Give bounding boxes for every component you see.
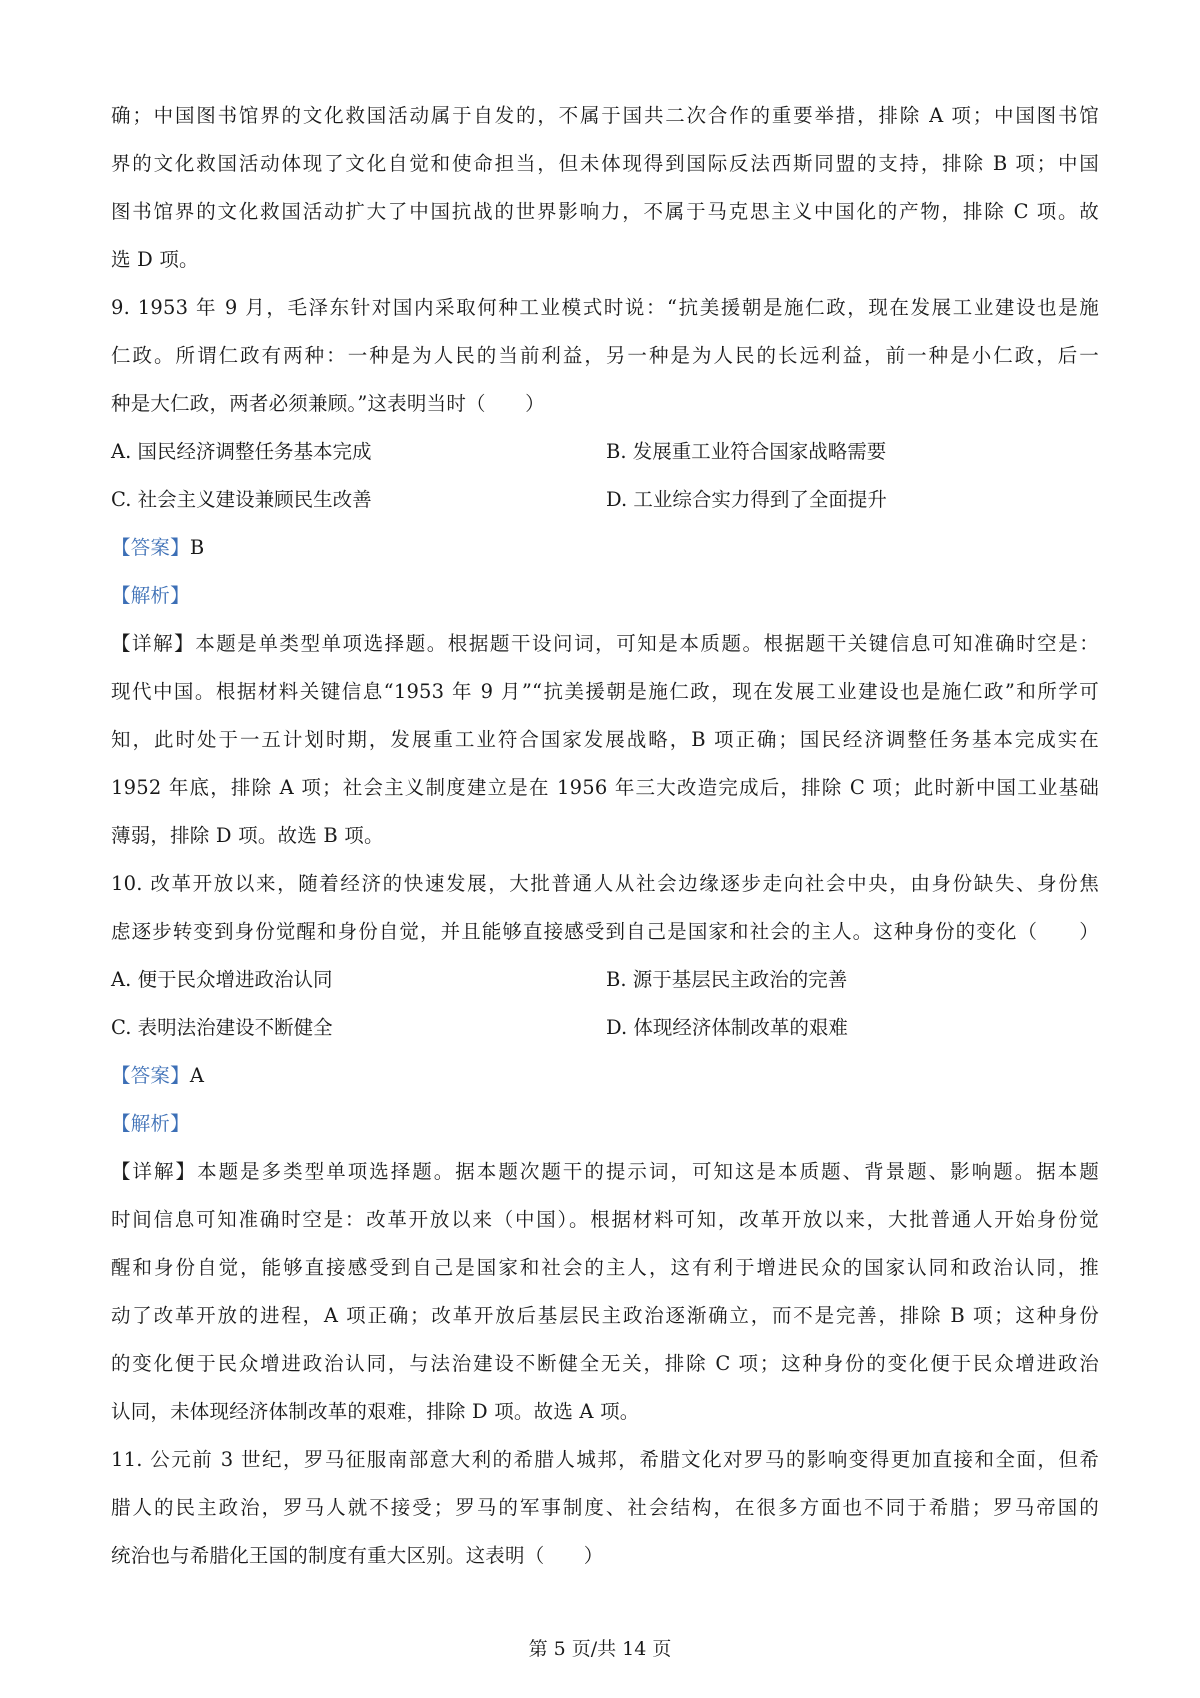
q10-option-a: A. 便于民众增进政治认同 [111,968,333,991]
q9-options-row [111,428,1099,476]
q10-option-b: B. 源于基层民主政治的完善 [606,968,848,991]
q11-stem-line: 腊人的民主政治，罗马人就不接受；罗马的军事制度、社会结构，在很多方面也不同于希腊；罗马帝国的 [111,1496,1099,1519]
q9-detail-line: 现代中国。根据材料关键信息“1953 年 9 月”“抗美援朝是施仁政，现在发展工业建设也是施仁政”和所学可 [111,680,1099,703]
q10-stem-line: 虑逐步转变到身份觉醒和身份自觉，并且能够直接感受到自己是国家和社会的主人。这种身份的变化（ ） [111,920,1099,943]
answer-value: B [189,536,205,559]
q10-option-c: C. 表明法治建设不断健全 [111,1016,333,1039]
detail-tag: 【详解】 [111,632,196,655]
prev-analysis-line: 界的文化救国活动体现了文化自觉和使命担当，但未体现得到国际反法西斯同盟的支持，排除 B 项；中国 [111,152,1099,175]
q10-options-row [111,956,1099,1004]
q9-option-d: D. 工业综合实力得到了全面提升 [606,488,887,511]
q10-detail-line: 动了改革开放的进程，A 项正确；改革开放后基层民主政治逐渐确立，而不是完善，排除 B 项；这种身份 [111,1304,1099,1327]
q10-analysis-heading [111,1100,1099,1148]
page-content [111,92,1099,1580]
prev-analysis-line: 确；中国图书馆界的文化救国活动属于自发的，不属于国共二次合作的重要举措，排除 A 项；中国图书馆 [111,104,1099,127]
q9-detail-line: 知，此时处于一五计划时期，发展重工业符合国家发展战略，B 项正确；国民经济调整任务基本完成实在 [111,728,1099,751]
q10-detail-line [111,1148,1099,1196]
q10-options-row [111,1004,1099,1052]
detail-tag: 【详解】 [111,1160,198,1183]
q9-stem-line: 仁政。所谓仁政有两种：一种是为人民的当前利益，另一种是为人民的长远利益，前一种是小仁政，后一 [111,344,1099,367]
q10-answer [111,1052,1099,1100]
q9-detail-line: 薄弱，排除 D 项。故选 B 项。 [111,824,384,847]
q9-answer [111,524,1099,572]
page-footer [0,1636,1200,1662]
q9-option-c: C. 社会主义建设兼顾民生改善 [111,488,372,511]
answer-tag: 【答案】 [111,536,190,559]
page-number: 第 5 页/共 14 页 [528,1638,672,1660]
q9-detail-line [111,620,1099,668]
q9-stem-line: 种是大仁政，两者必须兼顾。”这表明当时（ ） [111,392,545,415]
q10-option-d: D. 体现经济体制改革的艰难 [606,1016,848,1039]
detail-text: 本题是单类型单项选择题。根据题干设问词，可知是本质题。根据题干关键信息可知准确时空是： [195,632,1099,655]
q9-option-a: A. 国民经济调整任务基本完成 [111,440,372,463]
answer-tag: 【答案】 [111,1064,190,1087]
q9-stem-line: 9. 1953 年 9 月，毛泽东针对国内采取何种工业模式时说：“抗美援朝是施仁政，现在发展工业建设也是施 [111,296,1099,319]
q9-options-row [111,476,1099,524]
q9-detail-line: 1952 年底，排除 A 项；社会主义制度建立是在 1956 年三大改造完成后，排除 C 项；此时新中国工业基础 [111,776,1099,799]
prev-analysis-line: 图书馆界的文化救国活动扩大了中国抗战的世界影响力，不属于马克思主义中国化的产物，排除 C 项。故 [111,200,1099,223]
prev-analysis-line: 选 D 项。 [111,248,199,271]
q11-stem-line: 统治也与希腊化王国的制度有重大区别。这表明（ ） [111,1544,604,1567]
q9-analysis-heading [111,572,1099,620]
q10-detail-line: 时间信息可知准确时空是：改革开放以来（中国）。根据材料可知，改革开放以来，大批普通人开始身份觉 [111,1208,1099,1231]
q9-option-b: B. 发展重工业符合国家战略需要 [606,440,887,463]
analysis-tag: 【解析】 [111,584,190,607]
answer-value: A [189,1064,205,1087]
q10-detail-line: 醒和身份自觉，能够直接感受到自己是国家和社会的主人，这有利于增进民众的国家认同和政治认同，推 [111,1256,1099,1279]
q10-stem-line: 10. 改革开放以来，随着经济的快速发展，大批普通人从社会边缘逐步走向社会中央，由身份缺失、身份焦 [111,872,1099,895]
q11-stem-line: 11. 公元前 3 世纪，罗马征服南部意大利的希腊人城邦，希腊文化对罗马的影响变得更加直接和全面，但希 [111,1448,1099,1471]
analysis-tag: 【解析】 [111,1112,190,1135]
q10-detail-line: 认同，未体现经济体制改革的艰难，排除 D 项。故选 A 项。 [111,1400,640,1423]
q10-detail-line: 的变化便于民众增进政治认同，与法治建设不断健全无关，排除 C 项；这种身份的变化便于民众增进政治 [111,1352,1099,1375]
detail-text: 本题是多类型单项选择题。据本题次题干的提示词，可知这是本质题、背景题、影响题。据本题 [197,1160,1099,1183]
